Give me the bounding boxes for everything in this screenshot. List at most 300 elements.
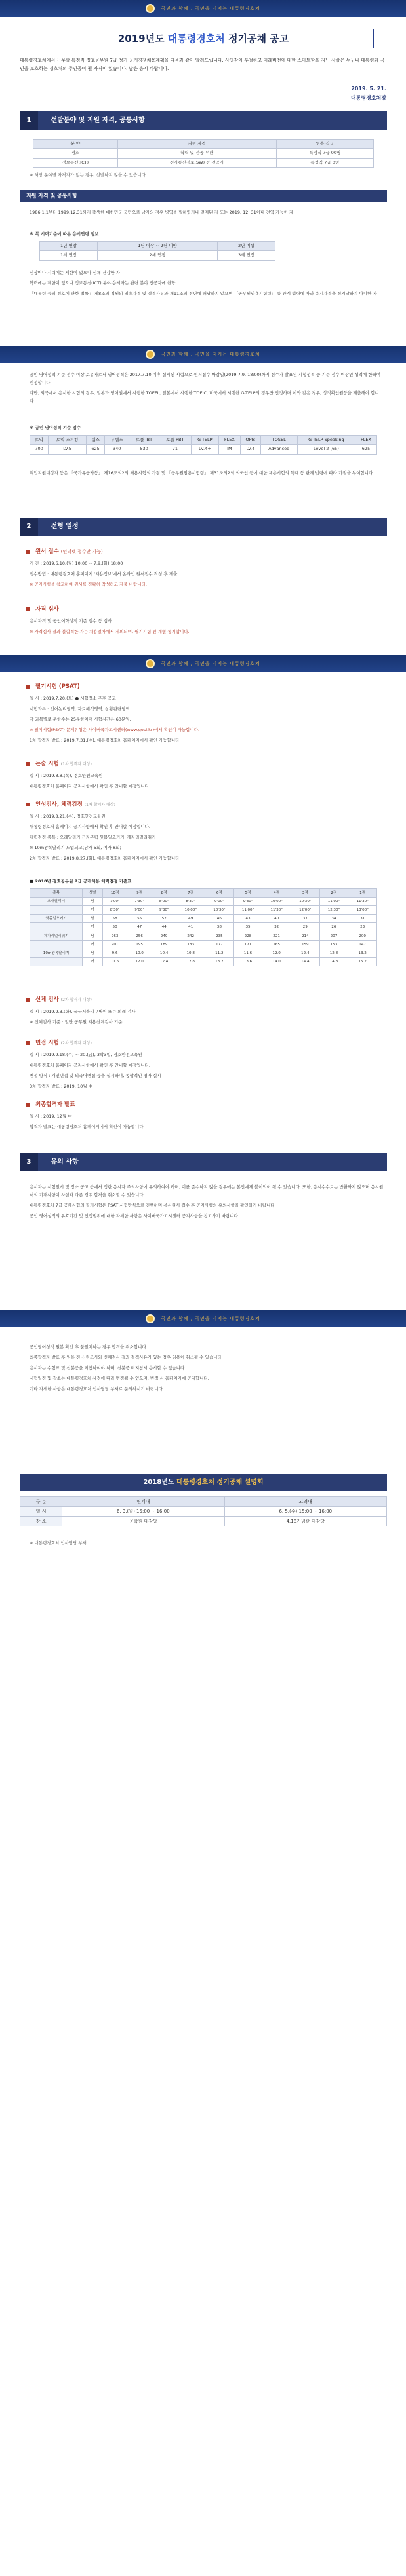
- table-cell: 55: [127, 915, 152, 923]
- table-header: 10점: [102, 889, 127, 898]
- age-text: 1986.1.1부터 1999.12.31까지 출생한 대한민국 국민으로 남자의 경우 병역을 필하였거나 면제된 자 또는 2019. 12. 31이내 전역 가능한 자: [30, 210, 294, 215]
- vision-table: [39, 241, 275, 261]
- table-header: G-TELP: [191, 436, 218, 445]
- table-cell: 11'00": [233, 906, 262, 915]
- motto-mid: 국민을 지키는: [195, 661, 228, 666]
- table-cell: 235: [205, 932, 234, 940]
- table-row: [33, 149, 374, 158]
- table-row: [20, 1517, 387, 1526]
- table-cell: [30, 906, 83, 915]
- motto-right: 대통령경호처: [230, 1316, 260, 1321]
- written-details: [30, 694, 384, 747]
- table-cell: 4.18기념관 대강당: [224, 1517, 386, 1526]
- briefing-title: [20, 1474, 387, 1491]
- table-cell: 625: [87, 445, 105, 454]
- table-cell: 12.8: [319, 949, 348, 957]
- written-subject: 시험과목 : 언어논리영역, 자료해석영역, 상황판단영역: [30, 706, 130, 711]
- eligibility-subheader: 지원 자격 및 공통사항: [20, 190, 387, 202]
- table-header: 구 분: [20, 1497, 62, 1507]
- motto-separator: ,: [190, 6, 195, 11]
- motto-mid: 국민을 지키는: [195, 6, 228, 11]
- table-cell: 10'00": [262, 898, 291, 906]
- table-cell: 12.0: [127, 957, 152, 966]
- table-cell: 12.4: [152, 957, 176, 966]
- table-cell: 오래달리기: [30, 898, 83, 906]
- table-cell: 제자리멀리뛰기: [30, 932, 83, 940]
- score-title: ※ 공인 영어성적 기준 점수: [30, 425, 81, 430]
- fitness-title: ■ 2018년 경호공무원 7급 공개채용 체력검정 기준표: [30, 879, 132, 884]
- table-cell: 9'30": [152, 906, 176, 915]
- interview-note: 대통령경호처 홈페이지 공지사항에서 확인 후 안내할 예정입니다.: [30, 1063, 150, 1068]
- table-cell: 여: [83, 923, 103, 932]
- square-bullet-icon: [26, 803, 30, 806]
- table-row: [30, 898, 377, 906]
- table-cell: 남: [83, 898, 103, 906]
- table-header: 토플 PBT: [159, 436, 192, 445]
- table-cell: 52: [152, 915, 176, 923]
- table-cell: 256: [127, 932, 152, 940]
- reception-method: 접수방법 : 대통령경호처 홈페이지 '채용정보'에서 온라인 원서접수 작성 후 제출: [30, 571, 178, 577]
- table-cell: 34: [319, 915, 348, 923]
- table-header: 토익: [30, 436, 49, 445]
- caution-bullets-1: [30, 1183, 384, 1222]
- reception-sub: (인터넷 접수만 가능): [60, 549, 103, 554]
- final-title: 최종합격자 발표: [35, 1101, 75, 1108]
- table-header: 9점: [127, 889, 152, 898]
- table-cell: 147: [348, 940, 377, 949]
- interview-sub: (2차 합격자 대상): [60, 1041, 92, 1046]
- essay-title: 논술 시험: [35, 761, 59, 767]
- table-cell: 공학원 대강당: [62, 1517, 224, 1526]
- table-cell: 6. 3.(월) 15:00 ~ 16:00: [62, 1507, 224, 1517]
- briefing-table: [20, 1496, 387, 1526]
- table-cell: 195: [127, 940, 152, 949]
- table-cell: 159: [291, 940, 319, 949]
- table-cell: 263: [102, 932, 127, 940]
- table-cell: 44: [152, 923, 176, 932]
- table-cell: 37: [291, 915, 319, 923]
- table-cell: 214: [291, 932, 319, 940]
- motto-banner: [0, 655, 406, 672]
- aptitude-date: 일 시 : 2019.8.21.(수), 경호안전교육원: [30, 814, 106, 819]
- aptitude-details: [30, 812, 384, 865]
- table-cell: 43: [233, 915, 262, 923]
- table-cell: 6. 5.(수) 15:00 ~ 16:00: [224, 1507, 386, 1517]
- table-row: [33, 158, 374, 167]
- table-cell: 171: [233, 940, 262, 949]
- recruit-note: ※ 해당 분야별 자격자가 없는 경우, 선발하지 않을 수 있습니다.: [30, 172, 147, 178]
- table-cell: 11.6: [102, 957, 127, 966]
- table-cell: 14.4: [291, 957, 319, 966]
- table-cell: 221: [262, 932, 291, 940]
- reception-details: [30, 559, 384, 591]
- table-header: 7점: [176, 889, 205, 898]
- aptitude-note: 대통령경호처 홈페이지 공지사항에서 확인 후 안내할 예정입니다.: [30, 824, 150, 829]
- table-header: OPIc: [240, 436, 260, 445]
- motto-left: 국민과 함께: [161, 1316, 189, 1321]
- section-2-title: 전형 일정: [51, 523, 79, 530]
- table-cell: 남: [83, 915, 103, 923]
- table-cell: 12'00": [291, 906, 319, 915]
- section-1-number: 1: [20, 111, 38, 130]
- table-cell: 71: [159, 445, 192, 454]
- table-header: 2점: [319, 889, 348, 898]
- table-header-row: [30, 436, 377, 445]
- table-cell: LV.4: [240, 445, 260, 454]
- list-item: 대통령경호처 7급 공채시험의 필기시험은 PSAT 시험방식으로 진행하며 응시원서 접수 후 공지사항의 유의사항을 확인하기 바랍니다.: [30, 1203, 276, 1208]
- table-cell: 11'00": [319, 898, 348, 906]
- table-cell: 여: [83, 906, 103, 915]
- list-item: 시험일정 및 장소는 대통령경호처 사정에 따라 변경될 수 있으며, 변경 시 홈페이지에 공지합니다.: [30, 1376, 209, 1381]
- table-header: 1년 이상 ~ 2년 미만: [97, 242, 217, 251]
- table-cell: 11'30": [348, 898, 377, 906]
- table-cell: 7'30": [127, 898, 152, 906]
- motto-right: 대통령경호처: [230, 661, 260, 666]
- table-row: [30, 940, 377, 949]
- table-cell: 13'00": [348, 906, 377, 915]
- physical-note: ※ 신체검사 기준 : 일반 공무원 채용신체검사 기준: [30, 1019, 123, 1025]
- list-item: 응시자는 시험일시 및 장소 공고 등에서 정한 응시자 주의사항에 유의하여야 하며, 이를 준수하지 않을 경우에는 본인에게 불이익이 될 수 있습니다. 또한, 응시수수료는 반환하지 않으며 응시원서의 기재사항이 사실과 다른 경우 합격을 취소할 수 있습니다.: [30, 1184, 384, 1198]
- list-item: 응시자는 수험표 및 신분증을 지참하여야 하며, 신분증 미지참시 응시할 수 없습니다.: [30, 1365, 186, 1371]
- table-cell: 46: [205, 915, 234, 923]
- table-cell: 29: [291, 923, 319, 932]
- section-2-number: 2: [20, 518, 38, 536]
- table-row: [30, 949, 377, 957]
- motto-mid: 국민을 지키는: [195, 1316, 228, 1321]
- table-cell: [30, 940, 83, 949]
- table-header: 토플 IBT: [129, 436, 159, 445]
- physical-details: [30, 1008, 384, 1029]
- square-bullet-icon: [26, 550, 30, 554]
- table-header: 8점: [152, 889, 176, 898]
- list-item: 학력에는 제한이 없으나 정보통신(ICT) 분야 응시자는 관련 분야 전공자에 한함: [30, 280, 176, 286]
- table-cell: 10'30": [205, 906, 234, 915]
- qual-text: 응시자격 및 공인어학성적 기준 점수 등 심사: [30, 618, 112, 624]
- table-cell: 10'30": [291, 898, 319, 906]
- table-cell: 11'30": [262, 906, 291, 915]
- table-cell: 경호: [33, 149, 118, 158]
- final-heading: [26, 1101, 75, 1108]
- table-cell: 13.6: [233, 957, 262, 966]
- square-bullet-icon: [26, 685, 30, 689]
- table-header: 고려대: [224, 1497, 386, 1507]
- table-cell: 35: [233, 923, 262, 932]
- qual-note: ※ 자격심사 결과 불합격한 자는 채용절차에서 제외되며, 필기시험 전 개별 통지합니다.: [30, 629, 190, 634]
- table-cell: 11.6: [233, 949, 262, 957]
- table-cell: 8'30": [102, 906, 127, 915]
- table-cell: 전자통신정보(SW) 등 전공자: [117, 158, 276, 167]
- table-header: FLEX: [355, 436, 377, 445]
- table-cell: 여: [83, 940, 103, 949]
- table-header: 3점: [291, 889, 319, 898]
- table-header: G-TELP Speaking: [297, 436, 355, 445]
- notice-org: 대통령경호처장: [350, 95, 386, 101]
- table-header: 4점: [262, 889, 291, 898]
- section-2-header: [20, 518, 387, 536]
- square-bullet-icon: [26, 762, 30, 766]
- list-item: 「대통령 등의 경호에 관한 법률」 제8조의 직원의 임용자격 및 결격사유와 제11조의 정년에 해당하지 않으며 「공무원임용시험령」 등 관계 법령에 따라 응시자격을 정지당하지 아니한 자: [30, 291, 377, 296]
- eligibility-bullets: [30, 269, 384, 300]
- section-3-number: 3: [20, 1153, 38, 1171]
- table-cell: 50: [102, 923, 127, 932]
- written-result: 1차 합격자 발표 : 2019.7.31.(수), 대통령경호처 홈페이지에서 확인 가능합니다.: [30, 738, 181, 743]
- table-cell: 625: [355, 445, 377, 454]
- table-header: 임용 직급: [276, 140, 373, 149]
- motto-banner-top: [0, 0, 406, 17]
- emblem-icon: [146, 659, 155, 668]
- motto-separator: ,: [190, 1316, 195, 1321]
- table-cell: 8'00": [152, 898, 176, 906]
- bonus-bullets: [30, 469, 384, 480]
- motto-separator: ,: [190, 352, 195, 357]
- table-cell: 12'30": [319, 906, 348, 915]
- aptitude-items2: ※ 10m왕복달리기 도입되고(남자 5회, 여자 8회): [30, 845, 121, 850]
- motto-separator: ,: [190, 661, 195, 666]
- physical-heading: [26, 996, 92, 1004]
- table-header: TOSEL: [260, 436, 297, 445]
- table-cell: 학력 및 전공 무관: [117, 149, 276, 158]
- table-cell: 남: [83, 949, 103, 957]
- table-row: [30, 932, 377, 940]
- table-cell: 9'00": [205, 898, 234, 906]
- essay-note: 대통령경호처 홈페이지 공지사항에서 확인 후 안내할 예정입니다.: [30, 784, 150, 789]
- reception-note: ※ 공지사항을 참고하여 원서를 정확히 작성하고 제출 바랍니다.: [30, 582, 147, 587]
- reception-heading: [26, 548, 103, 556]
- table-cell: 특정직 7급 00명: [276, 149, 373, 158]
- table-header: 토익 스피킹: [49, 436, 87, 445]
- table-cell: 1세 연장: [40, 251, 98, 260]
- table-cell: 여: [83, 957, 103, 966]
- table-cell: 58: [102, 915, 127, 923]
- table-header-row: [20, 1497, 387, 1507]
- table-cell: 242: [176, 932, 205, 940]
- qual-heading: [26, 605, 59, 613]
- interview-result: 3차 합격자 발표 : 2019. 10월 中: [30, 1084, 93, 1089]
- page-title: [33, 29, 374, 48]
- table-cell: [30, 957, 83, 966]
- aptitude-items: 체력검정 종목 : 오래달리기·근지구력·윗몸일으키기, 제자리멀리뛰기: [30, 835, 156, 840]
- table-cell: 530: [129, 445, 159, 454]
- section-3-header: [20, 1153, 387, 1171]
- table-row: [30, 906, 377, 915]
- table-cell: 40: [262, 915, 291, 923]
- table-cell: 7'00": [102, 898, 127, 906]
- table-header: 뉴텝스: [105, 436, 129, 445]
- section-1-header: [20, 111, 387, 130]
- table-cell: 183: [176, 940, 205, 949]
- list-item: 공인 영어성적의 유효기간 및 인정범위에 대한 자세한 사항은 사이버국가고시센터 공지사항을 참고하기 바랍니다.: [30, 1213, 239, 1219]
- table-cell: 49: [176, 915, 205, 923]
- table-cell: 남: [83, 932, 103, 940]
- title-org: 대통령경호처: [167, 33, 225, 45]
- table-cell: 특정직 7급 0명: [276, 158, 373, 167]
- emblem-icon: [146, 1314, 155, 1323]
- qual-details: [30, 617, 384, 638]
- final-note: 합격자 발표는 대통령경호처 홈페이지에서 확인이 가능합니다.: [30, 1124, 145, 1129]
- table-cell: 정보통신(ICT): [33, 158, 118, 167]
- table-cell: 200: [348, 932, 377, 940]
- table-header-row: [40, 242, 275, 251]
- table-cell: 165: [262, 940, 291, 949]
- table-cell: 189: [152, 940, 176, 949]
- table-header: 1점: [348, 889, 377, 898]
- title-year: 2019년도: [117, 33, 165, 45]
- aptitude-title: 인성검사, 체력검정: [35, 801, 83, 808]
- table-cell: 207: [319, 932, 348, 940]
- interview-date: 일 시 : 2019.9.18.(수) ~ 20.(금), 3박3일, 경호안전교육원: [30, 1052, 142, 1057]
- aptitude-sub: (1차 합격자 대상): [84, 803, 115, 807]
- table-cell: 177: [205, 940, 234, 949]
- essay-date: 일 시 : 2019.8.8.(목), 경호안전교육원: [30, 773, 103, 778]
- table-cell: 10'00": [176, 906, 205, 915]
- table-cell: IM: [218, 445, 240, 454]
- motto-banner: [0, 1310, 406, 1327]
- table-cell: 13.2: [348, 949, 377, 957]
- interview-title: 면접 시험: [35, 1040, 59, 1046]
- interview-heading: [26, 1039, 92, 1047]
- table-cell: 12.0: [262, 949, 291, 957]
- table-row: [30, 915, 377, 923]
- section-3-title: 유의 사항: [51, 1158, 79, 1165]
- table-cell: Level 2 (65): [297, 445, 355, 454]
- emblem-icon: [146, 4, 155, 13]
- final-details: [30, 1112, 384, 1133]
- title-rest: 정기공채 공고: [228, 33, 289, 45]
- intro-text: 대통령경호처에서 근무할 특정직 경호공무원 7급 정기 공개경쟁채용계획을 다음과 같이 알려드립니다. 사명감이 투철하고 미래비전에 대한 스마트함을 지닌 사람은 누구나 대통령과 국민을 보호하는 경호처의 주인공이 될 자격이 있습니다. 많은 응시 바랍니다.: [20, 58, 385, 71]
- table-row: [30, 923, 377, 932]
- table-cell: 12.4: [291, 949, 319, 957]
- briefing-title-highlight: 대통령경호처 정기공채 설명회: [176, 1479, 264, 1486]
- motto-right: 대통령경호처: [230, 6, 260, 11]
- section-1-title: 선발분야 및 지원 자격, 공통사항: [51, 117, 145, 124]
- motto-right: 대통령경호처: [230, 352, 260, 357]
- notice-date: 2019. 5. 21.: [351, 86, 386, 92]
- age-requirement: [30, 208, 384, 219]
- table-row: [20, 1507, 387, 1517]
- table-cell: 15.2: [348, 957, 377, 966]
- written-subject2: 각 과목별로 문항수는 25문항이며 시험시간은 60분임.: [30, 717, 131, 722]
- table-cell: 10.4: [152, 949, 176, 957]
- caution-bullets-2: [30, 1343, 384, 1395]
- square-bullet-icon: [26, 1103, 30, 1107]
- square-bullet-icon: [26, 998, 30, 1002]
- table-cell: LV.5: [49, 445, 87, 454]
- table-row: [30, 957, 377, 966]
- vision-title: ※ 복 시력기준에 따른 응시연령 정보: [30, 231, 99, 237]
- table-header: 5점: [233, 889, 262, 898]
- table-header: 1년 연장: [40, 242, 98, 251]
- written-date: 일 시 : 2019.7.20.(토) ● 시험장소 추후 공고: [30, 696, 116, 701]
- table-cell: 10.0: [127, 949, 152, 957]
- motto-left: 국민과 함께: [161, 6, 189, 11]
- table-cell: 23: [348, 923, 377, 932]
- table-cell: 8'30": [176, 898, 205, 906]
- table-cell: 윗몸일으키기: [30, 915, 83, 923]
- table-cell: 201: [102, 940, 127, 949]
- final-date: 일 시 : 2019. 12월 中: [30, 1114, 72, 1119]
- table-header-row: [30, 889, 377, 898]
- table-cell: 일 시: [20, 1507, 62, 1517]
- table-cell: [30, 923, 83, 932]
- table-cell: 14.8: [319, 957, 348, 966]
- physical-title: 신체 검사: [35, 996, 59, 1003]
- aptitude-result: 2차 합격자 발표 : 2019.8.27.(화), 대통령경호처 홈페이지에서 확인 가능합니다.: [30, 856, 181, 861]
- table-header: 연세대: [62, 1497, 224, 1507]
- table-cell: 32: [262, 923, 291, 932]
- table-cell: 장 소: [20, 1517, 62, 1526]
- table-cell: 12.8: [176, 957, 205, 966]
- interview-details: [30, 1051, 384, 1093]
- table-header: 6점: [205, 889, 234, 898]
- table-cell: 47: [127, 923, 152, 932]
- table-cell: 31: [348, 915, 377, 923]
- list-item: 기타 자세한 사항은 대통령경호처 인사담당 부서로 문의하시기 바랍니다.: [30, 1386, 164, 1392]
- table-cell: 9'00": [127, 906, 152, 915]
- table-cell: 249: [152, 932, 176, 940]
- table-cell: 700: [30, 445, 49, 454]
- table-header: 2년 이상: [218, 242, 275, 251]
- table-cell: 2세 연장: [97, 251, 217, 260]
- table-cell: 14.0: [262, 957, 291, 966]
- physical-date: 일 시 : 2019.9.3.(화), 국군서울지구병원 또는 외래 검사: [30, 1009, 136, 1014]
- square-bullet-icon: [26, 607, 30, 611]
- motto-banner: [0, 346, 406, 363]
- briefing-note: ※ 대통령경호처 인사담당 부서: [30, 1540, 87, 1545]
- reception-period: 기 간 : 2019.6.10.(월) 10:00 ~ 7.9.(화) 18:00: [30, 561, 123, 566]
- table-header: 분 야: [33, 140, 118, 149]
- briefing-prefix: 2018년도: [143, 1479, 174, 1486]
- motto-mid: 국민을 지키는: [195, 352, 228, 357]
- table-cell: 26: [319, 923, 348, 932]
- essay-sub: (1차 합격자 대상): [60, 762, 92, 767]
- score-table: [30, 435, 377, 455]
- table-header: FLEX: [218, 436, 240, 445]
- physical-sub: (2차 합격자 대상): [60, 998, 92, 1002]
- table-cell: 13.2: [205, 957, 234, 966]
- reception-title: 원서 접수: [35, 548, 59, 555]
- fitness-table: [30, 888, 377, 966]
- essay-heading: [26, 760, 92, 768]
- table-cell: 9'30": [233, 898, 262, 906]
- table-header: 성별: [83, 889, 103, 898]
- table-cell: 9.6: [102, 949, 127, 957]
- list-item: 공인영어성적 원본 확인 후 불일치하는 경우 합격을 취소합니다.: [30, 1344, 148, 1350]
- table-row: [40, 251, 275, 260]
- list-item: 공인 영어성적 기준 점수 이상 보유자로서 영어성적은 2017.7.10 이후 실시된 시험으로 원서접수 마감일(2019.7.9. 18:00)까지 점수가 발표된 시험성적 중 기준 점수 이상인 성적에 한하여 인정합니다.: [30, 372, 381, 385]
- table-cell: 38: [205, 923, 234, 932]
- table-cell: 228: [233, 932, 262, 940]
- motto-left: 국민과 함께: [161, 661, 189, 666]
- table-cell: 10.8: [176, 949, 205, 957]
- essay-details: [30, 772, 384, 793]
- motto-left: 국민과 함께: [161, 352, 189, 357]
- square-bullet-icon: [26, 1041, 30, 1045]
- table-cell: Advanced: [260, 445, 297, 454]
- table-cell: 340: [105, 445, 129, 454]
- table-cell: 11.2: [205, 949, 234, 957]
- table-cell: 3세 연장: [218, 251, 275, 260]
- table-cell: 153: [319, 940, 348, 949]
- list-item: 신장이나 시력에는 제한이 없으나 신체 건강한 자: [30, 270, 120, 275]
- table-header: 종목: [30, 889, 83, 898]
- table-row: [30, 445, 377, 454]
- english-bullets: [30, 371, 384, 407]
- list-item: 최종합격자 발표 후 임용 전 신원조사와 신체검사 결과 결격사유가 있는 경우 임용이 취소될 수 있습니다.: [30, 1355, 223, 1360]
- table-header: 텝스: [87, 436, 105, 445]
- list-item: 다만, 외국에서 응시한 시험의 경우, 일본과 영어권에서 시행한 TOEFL, 일본에서 시행한 TOEIC, 미국에서 시행한 G-TELP의 경우만 인정하며 이와 같은 경우, 성적확인원등을 제출해야 합니다.: [30, 390, 379, 404]
- table-cell: 41: [176, 923, 205, 932]
- recruit-table: [33, 139, 374, 168]
